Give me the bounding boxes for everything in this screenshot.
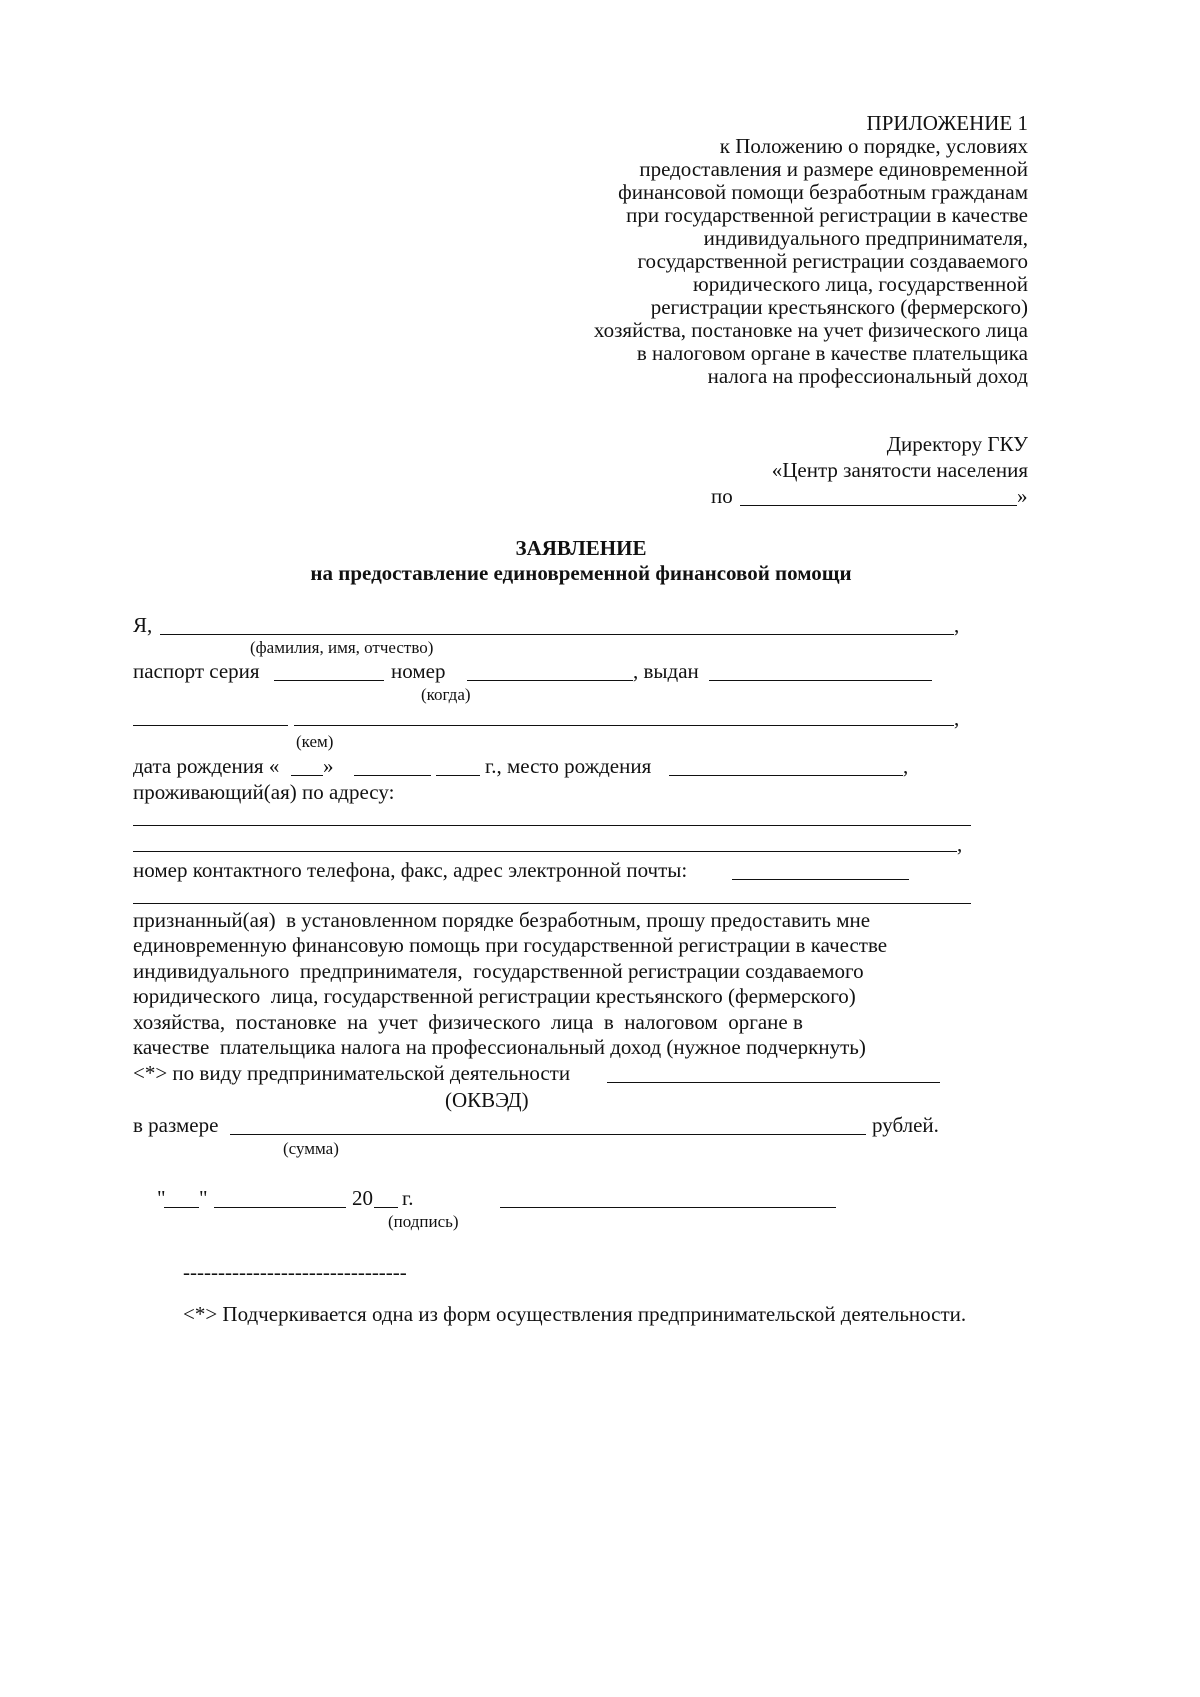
- signature-field[interactable]: [500, 1207, 836, 1208]
- body-line: юридического лица, государственной регистрации крестьянского (фермерского): [133, 984, 856, 1008]
- footnote-text: <*> Подчеркивается одна из форм осуществления предпринимательской деятельности.: [183, 1302, 967, 1326]
- amount-hint: (сумма): [283, 1139, 339, 1158]
- date-open-quote: ": [157, 1186, 166, 1210]
- label-issued: , выдан: [633, 659, 699, 683]
- addressee-line2: «Центр занятости населения: [771, 458, 1028, 482]
- body-line: качестве плательщика налога на профессиональный доход (нужное подчеркнуть): [133, 1035, 866, 1059]
- appendix-line: регистрации крестьянского (фермерского): [650, 295, 1028, 319]
- passport-issued-when-field[interactable]: [709, 680, 932, 681]
- addressee-line1: Директору ГКУ: [886, 432, 1028, 456]
- appendix-line: хозяйства, постановке на учет физического лица: [593, 318, 1028, 342]
- label-year-place: г., место рождения: [485, 754, 652, 778]
- contacts-field-1[interactable]: [732, 879, 909, 880]
- body-line: индивидуального предпринимателя, государственной регистрации создаваемого: [133, 959, 864, 983]
- sign-month-field[interactable]: [214, 1207, 346, 1208]
- appendix-title: ПРИЛОЖЕНИЕ 1: [866, 111, 1028, 135]
- contacts-field-2[interactable]: [133, 903, 971, 904]
- page-title: ЗАЯВЛЕНИЕ: [515, 536, 647, 560]
- comma: ,: [957, 832, 963, 856]
- footnote-separator: --------------------------------: [183, 1260, 407, 1284]
- birth-year-field[interactable]: [436, 775, 480, 776]
- center-name-field[interactable]: [740, 505, 1017, 506]
- birth-close-quote: »: [323, 754, 334, 778]
- by-whom-hint: (кем): [296, 732, 334, 751]
- year-suffix: г.: [402, 1186, 414, 1210]
- appendix-line: налога на профессиональный доход: [707, 364, 1028, 388]
- comma: ,: [954, 613, 960, 637]
- label-number: номер: [391, 659, 446, 683]
- address-field-1[interactable]: [133, 825, 971, 826]
- label-contacts: номер контактного телефона, факс, адрес электронной почты:: [133, 858, 688, 882]
- label-address: проживающий(ая) по адресу:: [133, 780, 395, 804]
- comma: ,: [903, 754, 909, 778]
- birth-day-field[interactable]: [291, 775, 323, 776]
- activity-type-field[interactable]: [607, 1082, 940, 1083]
- appendix-line: в налоговом органе в качестве плательщика: [636, 341, 1028, 365]
- appendix-line: при государственной регистрации в качестве: [626, 203, 1028, 227]
- birth-month-field[interactable]: [354, 775, 431, 776]
- appendix-line: финансовой помощи безработным гражданам: [618, 180, 1028, 204]
- body-line: <*> по виду предпринимательской деятельности: [133, 1061, 571, 1085]
- okved-hint: (ОКВЭД): [445, 1088, 529, 1112]
- address-field-2[interactable]: [133, 851, 957, 852]
- year-prefix: 20: [352, 1186, 373, 1210]
- amount-field[interactable]: [230, 1134, 866, 1135]
- sign-day-field[interactable]: [164, 1207, 199, 1208]
- body-line: хозяйства, постановке на учет физического лица в налоговом органе в: [133, 1010, 803, 1034]
- label-passport-series: паспорт серия: [133, 659, 260, 683]
- passport-issued-by-field-2[interactable]: [294, 725, 954, 726]
- appendix-line: индивидуального предпринимателя,: [703, 226, 1028, 250]
- sign-year-field[interactable]: [374, 1207, 398, 1208]
- passport-series-field[interactable]: [274, 680, 384, 681]
- body-line: единовременную финансовую помощь при государственной регистрации в качестве: [133, 933, 888, 957]
- page-subtitle: на предоставление единовременной финансовой помощи: [310, 561, 852, 585]
- appendix-line: юридического лица, государственной: [693, 272, 1028, 296]
- birth-place-field[interactable]: [669, 775, 903, 776]
- passport-issued-by-field-1[interactable]: [133, 725, 288, 726]
- body-line: признанный(ая) в установленном порядке безработным, прошу предоставить мне: [133, 908, 871, 932]
- appendix-line: к Положению о порядке, условиях: [719, 134, 1028, 158]
- addressee-po: по: [711, 484, 733, 508]
- addressee-close-quote: »: [1017, 484, 1028, 508]
- appendix-line: предоставления и размере единовременной: [639, 157, 1028, 181]
- appendix-line: государственной регистрации создаваемого: [637, 249, 1028, 273]
- label-rubles: рублей.: [872, 1113, 939, 1137]
- fio-hint: (фамилия, имя, отчество): [250, 638, 434, 657]
- comma: ,: [954, 706, 960, 730]
- passport-number-field[interactable]: [467, 680, 633, 681]
- label-birth-date: дата рождения «: [133, 754, 280, 778]
- label-amount: в размере: [133, 1113, 219, 1137]
- fio-field[interactable]: [160, 634, 954, 635]
- label-ya: Я,: [133, 613, 153, 637]
- date-close-quote: ": [199, 1186, 208, 1210]
- when-hint: (когда): [421, 685, 471, 704]
- signature-hint: (подпись): [388, 1212, 459, 1231]
